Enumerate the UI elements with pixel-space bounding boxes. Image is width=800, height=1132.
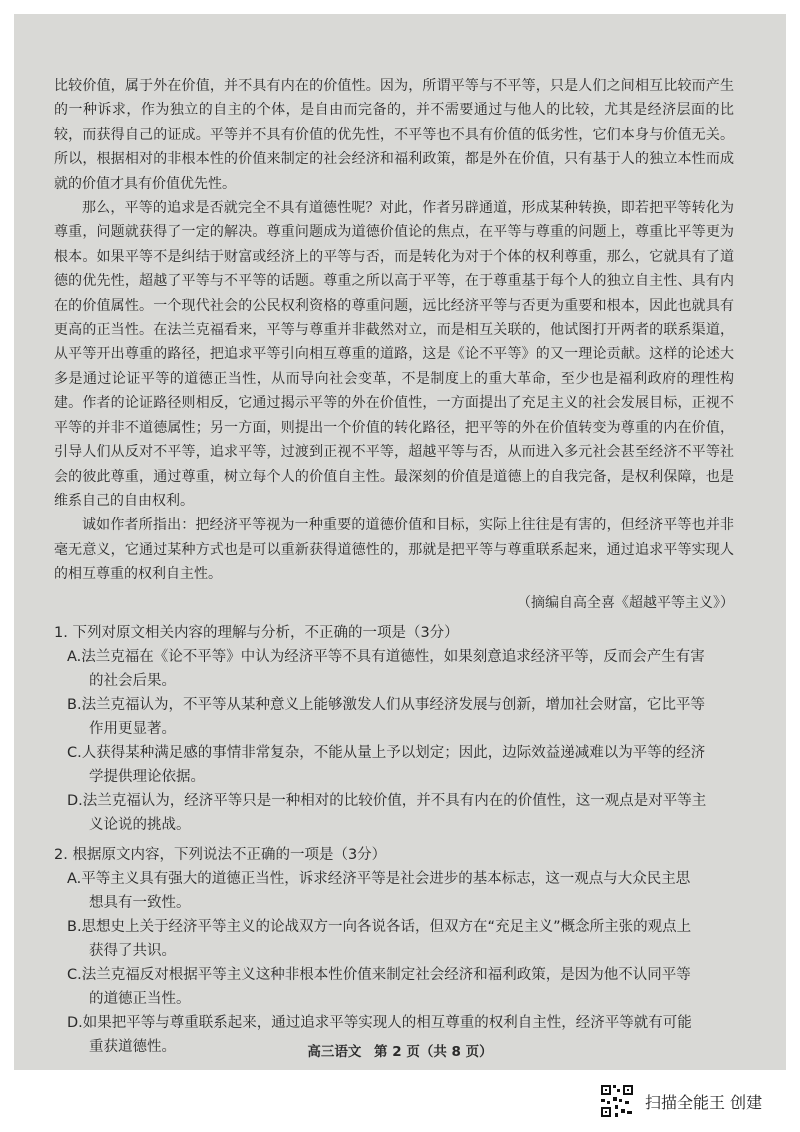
- option-text-continued: 获得了共识。: [89, 942, 176, 959]
- question-2-option-a: [67, 867, 734, 915]
- scanner-watermark: [599, 1083, 762, 1119]
- question-2-stem: 2. 根据原文内容，下列说法不正确的一项是（3分）: [54, 846, 387, 863]
- option-letter: B.: [67, 918, 82, 935]
- option-letter: D.: [67, 792, 83, 809]
- option-text: 法兰克福反对根据平等主义这种非根本性价值来制定社会经济和福利政策，是因为他不认同平等: [81, 966, 691, 983]
- option-letter: B.: [67, 696, 82, 713]
- question-2-option-b: [67, 915, 734, 963]
- option-text: 法兰克福在《论不平等》中认为经济平等不具有道德性，如果刻意追求经济平等，反而会产生有害: [81, 648, 705, 665]
- option-letter: C.: [67, 966, 82, 983]
- option-text: 法兰克福认为，不平等从某种意义上能够激发人们从事经济发展与创新，增加社会财富，它比平等: [81, 696, 706, 713]
- question-1-option-a: [67, 645, 734, 693]
- option-letter: C.: [67, 744, 82, 761]
- page-footer: [14, 1040, 786, 1060]
- option-text-continued: 作用更显著。: [89, 720, 176, 737]
- question-1-stem: 1. 下列对原文相关内容的理解与分析，不正确的一项是（3分）: [54, 624, 459, 641]
- option-text: 人获得某种满足感的事情非常复杂，不能从量上予以划定；因此，边际效益递减难以为平等的经济: [81, 744, 706, 761]
- question-1-option-c: [67, 741, 734, 789]
- qr-code-icon: [599, 1083, 635, 1119]
- option-text: 思想史上关于经济平等主义的论战双方一向各说各话，但双方在“充足主义”概念所主张的观点上: [81, 918, 692, 935]
- option-text: 如果把平等与尊重联系起来，通过追求平等实现人的相互尊重的权利自主性，经济平等就有可能: [82, 1014, 692, 1031]
- option-text-continued: 的社会后果。: [89, 672, 176, 689]
- footer-page-number: 第 2 页（共 8 页）: [374, 1044, 493, 1060]
- question-2: [54, 843, 734, 1059]
- option-text-continued: 义论说的挑战。: [89, 816, 191, 833]
- option-text: 法兰克福认为，经济平等只是一种相对的比较价值，并不具有内在的价值性，这一观点是对平等主: [82, 792, 707, 809]
- option-letter: A.: [67, 648, 82, 665]
- option-text-continued: 学提供理论依据。: [89, 768, 205, 785]
- exam-page: [14, 14, 786, 1070]
- question-1-option-b: [67, 693, 734, 741]
- passage-paragraph-1: 比较价值，属于外在价值，并不具有内在的价值性。因为，所谓平等与不平等，只是人们之间相互比较而产生的一种诉求，作为独立的自主的个体，是自由而完备的，并不需要通过与他人的比较，尤其是经济层面的比较，而获得自己的证成。平等并不具有价值的优先性，不平等也不具有价值的低劣性，它们本身与价值无关。所以，根据相对的非根本性的价值来制定的社会经济和福利政策，都是外在价值，只有基于人的独立本性而成就的价值才具有价值优先性。: [54, 78, 734, 192]
- option-text-continued: 想具有一致性。: [89, 894, 191, 911]
- option-letter: D.: [67, 1014, 83, 1031]
- passage-paragraph-3: 诚如作者所指出：把经济平等视为一种重要的道德价值和目标，实际上往往是有害的，但经济平等也并非毫无意义，它通过某种方式也是可以重新获得道德性的，那就是把平等与尊重联系起来，通过追求平等实现人的相互尊重的权利自主性。: [54, 517, 734, 583]
- option-text-continued: 重获道德性。: [89, 1038, 176, 1055]
- scanner-brand-text: 扫描全能王 创建: [645, 1092, 763, 1112]
- option-letter: A.: [67, 870, 82, 887]
- question-1-option-d: [67, 789, 734, 837]
- footer-subject: 高三语文: [307, 1044, 362, 1060]
- option-text-continued: 的道德正当性。: [89, 990, 191, 1007]
- question-1: [54, 621, 734, 837]
- passage-paragraph-2: 那么，平等的追求是否就完全不具有道德性呢？对此，作者另辟通道，形成某种转换，即若把平等转化为尊重，问题就获得了一定的解决。尊重问题成为道德价值论的焦点，在平等与尊重的问题上，尊重比平等更为根本。如果平等不是纠结于财富或经济上的平等与否，而是转化为对于个体的权利尊重，那么，它就具有了道德的优先性，超越了平等与不平等的话题。尊重之所以高于平等，在于尊重基于每个人的独立自主性、具有内在的价值属性。一个现代社会的公民权利资格的尊重问题，远比经济平等与否更为重要和根本，因此也就具有更高的正当性。在法兰克福看来，平等与尊重并非截然对立，而是相互关联的，他试图打开两者的联系渠道，从平等开出尊重的路径，把追求平等引向相互尊重的道路，这是《论不平等》的又一理论贡献。这样的论述大多是通过论证平等的道德正当性，从而导向社会变革，不是制度上的重大革命，至少也是福利政府的理性构建。作者的论证路径则相反，它通过揭示平等的外在价值性，一方面提出了充足主义的社会发展目标，正视不平等的并非不道德属性；另一方面，则提出一个价值的转化路径，把平等的外在价值转变为尊重的内在价值，引导人们从反对不平等，追求平等，过渡到正视不平等，超越平等与否，从而进入多元社会甚至经济不平等社会的彼此尊重，通过尊重，树立每个人的价值自主性。最深刻的价值是道德上的自我完备，是权利保障，也是维系自己的自由权利。: [54, 200, 734, 509]
- question-2-option-c: [67, 963, 734, 1011]
- passage-source: （摘编自高全喜《超越平等主义》）: [517, 594, 734, 611]
- option-text: 平等主义具有强大的道德正当性，诉求经济平等是社会进步的基本标志，这一观点与大众民主思: [81, 870, 691, 887]
- page-content: [54, 74, 734, 1059]
